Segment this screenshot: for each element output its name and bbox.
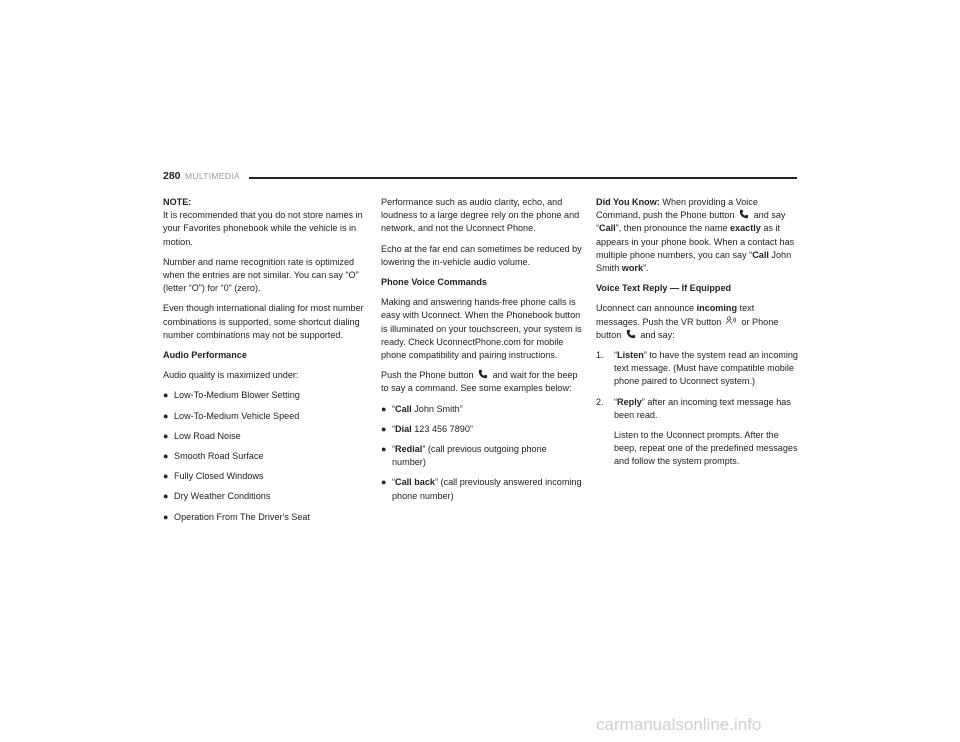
bullet-icon: ● bbox=[163, 430, 169, 441]
list-item: ● “Dial 123 456 7890” bbox=[381, 423, 583, 436]
note-block bbox=[163, 196, 365, 249]
list-item: 2. “Reply” after an incoming text message has been read. Listen to the Uconnect prompts. After the beep, repeat one of the predefined messages and follow the system prompts. bbox=[596, 396, 798, 469]
note-label: NOTE: bbox=[163, 197, 192, 207]
header-rule bbox=[249, 177, 797, 179]
bullet-icon: ● bbox=[381, 423, 387, 434]
column-2 bbox=[381, 196, 583, 510]
bullet-icon: ● bbox=[381, 403, 387, 414]
recognition-paragraph: Number and name recognition rate is optimized when the entries are not similar. You can say “O” (letter “O”) for “0” (zero). bbox=[163, 256, 359, 294]
list-item: ● Low Road Noise bbox=[163, 430, 365, 443]
list-item: ● Dry Weather Conditions bbox=[163, 490, 365, 503]
list-item: ● Fully Closed Windows bbox=[163, 470, 365, 483]
audio-conditions-list bbox=[163, 389, 365, 523]
list-item: ● “Redial” (call previous outgoing phone number) bbox=[381, 444, 547, 468]
voice-examples-list bbox=[381, 403, 583, 503]
bullet-icon: ● bbox=[163, 491, 169, 502]
announce-paragraph: Uconnect can announce incoming text messages. Push the VR button or Phone button and say: bbox=[596, 303, 779, 340]
making-calls-paragraph: Making and answering hands-free phone calls is easy with Uconnect. When the Phonebook button is illuminated on your touchscreen, your system is ready. Check UconnectPhone.com for mobile phone compatibility and pairing instructions. bbox=[381, 297, 582, 361]
bullet-icon: ● bbox=[381, 477, 387, 488]
audio-paragraph: Audio quality is maximized under: bbox=[163, 370, 299, 381]
phone-icon bbox=[739, 209, 749, 219]
list-item: ● “Call back” (call previously answered incoming phone number) bbox=[381, 477, 582, 501]
list-item: ● Smooth Road Surface bbox=[163, 450, 365, 463]
voice-commands-heading: Phone Voice Commands bbox=[381, 277, 487, 288]
phone-icon bbox=[626, 329, 636, 339]
column-3 bbox=[596, 196, 798, 476]
list-item: ● “Call John Smith” bbox=[381, 403, 583, 416]
section-title: MULTIMEDIA bbox=[185, 171, 240, 181]
performance-paragraph: Performance such as audio clarity, echo, and loudness to a large degree rely on the phone and network, and not the Uconnect Phone. bbox=[381, 197, 580, 234]
list-item: ● Low-To-Medium Blower Setting bbox=[163, 389, 365, 402]
step-2-detail: Listen to the Uconnect prompts. After the beep, repeat one of the predefined messages and follow the system prompts. bbox=[614, 430, 798, 467]
bullet-icon: ● bbox=[163, 410, 169, 421]
phone-icon bbox=[478, 369, 488, 379]
column-1 bbox=[163, 196, 365, 531]
international-paragraph: Even though international dialing for most number combinations is supported, some shortcut dialing number combinations may not be supported. bbox=[163, 303, 364, 340]
audio-performance-heading: Audio Performance bbox=[163, 350, 247, 361]
page-header bbox=[163, 170, 797, 184]
bullet-icon: ● bbox=[163, 471, 169, 482]
watermark: carmanualsonline.info bbox=[596, 715, 762, 734]
voice-text-reply-heading: Voice Text Reply — If Equipped bbox=[596, 283, 732, 294]
echo-paragraph: Echo at the far end can sometimes be reduced by lowering the in-vehicle audio volume. bbox=[381, 243, 582, 267]
reply-steps-list bbox=[596, 349, 798, 469]
list-item: 1. “Listen” to have the system read an incoming text message. (Must have compatible mobile phone paired to Uconnect system.) bbox=[596, 350, 798, 387]
did-you-know-paragraph: Did You Know: When providing a Voice Command, push the Phone button and say “Call”, then pronounce the name exactly as it appears in your phone book. When a contact has multiple phone numbers, you can say “Call John Smith work”. bbox=[596, 197, 795, 274]
bullet-icon: ● bbox=[163, 511, 169, 522]
bullet-icon: ● bbox=[381, 444, 387, 455]
voice-recognition-icon bbox=[726, 316, 737, 326]
page-number: 280 bbox=[163, 170, 181, 182]
note-text: It is recommended that you do not store names in your Favorites phonebook while the vehicle is in motion. bbox=[163, 210, 363, 247]
bullet-icon: ● bbox=[163, 390, 169, 401]
list-item: ● Operation From The Driver's Seat bbox=[163, 511, 365, 524]
list-item: ● Low-To-Medium Vehicle Speed bbox=[163, 410, 365, 423]
push-phone-paragraph: Push the Phone button and wait for the beep to say a command. See some examples below: bbox=[381, 370, 578, 394]
bullet-icon: ● bbox=[163, 451, 169, 462]
